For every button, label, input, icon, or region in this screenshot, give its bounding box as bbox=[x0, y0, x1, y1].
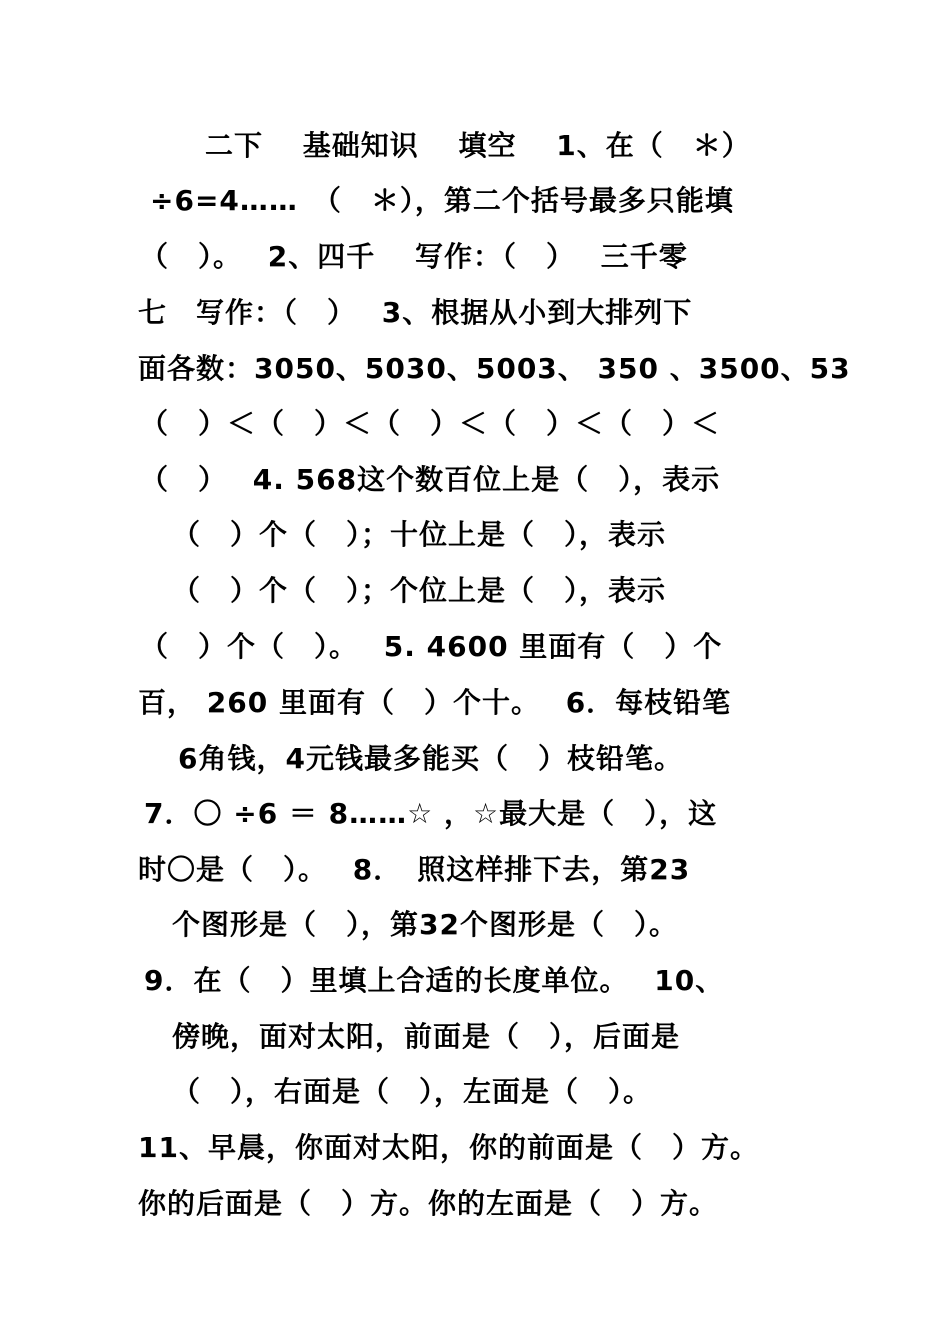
text-line: 面各数：3050、5030、5003、 350 、3500、53 bbox=[138, 352, 851, 385]
text-line: 百， 260 里面有（ ）个十。 6．每枝铅笔 bbox=[138, 686, 732, 719]
text-line: 你的后面是（ ）方。你的左面是（ ）方。 bbox=[138, 1187, 719, 1220]
text-line: （ ） 4. 568这个数百位上是（ ），表示 bbox=[140, 463, 721, 496]
text-line: ÷6=4…… （ ＊），第二个括号最多只能填 bbox=[150, 184, 734, 217]
text-line: 7．〇 ÷6 ＝ 8……☆ ，☆最大是（ ），这 bbox=[144, 797, 718, 830]
text-line: 二下 基础知识 填空 1、在（ ＊） bbox=[205, 129, 751, 162]
text-line: 七 写作：（ ） 3、根据从小到大排列下 bbox=[138, 296, 693, 329]
text-line: （ ）＜（ ）＜（ ）＜（ ）＜（ ）＜ bbox=[140, 407, 721, 440]
text-line: （ ）。 2、四千 写作：（ ） 三千零 bbox=[140, 240, 688, 273]
text-line: （ ）个（ ）；个位上是（ ），表示 bbox=[172, 574, 667, 607]
text-line: 9．在（ ）里填上合适的长度单位。 10、 bbox=[144, 964, 725, 997]
text-line: 11、早晨，你面对太阳，你的前面是（ ）方。 bbox=[138, 1131, 759, 1164]
text-line: （ ）个（ ）；十位上是（ ），表示 bbox=[172, 518, 667, 551]
text-line: 时〇是（ ）。 8． 照这样排下去，第23 bbox=[138, 853, 691, 886]
text-line: （ ），右面是（ ），左面是（ ）。 bbox=[172, 1075, 653, 1108]
text-line: 6角钱，4元钱最多能买（ ）枝铅笔。 bbox=[178, 742, 683, 775]
text-line: 傍晚，面对太阳，前面是（ ），后面是 bbox=[172, 1020, 681, 1053]
text-line: （ ）个（ ）。 5. 4600 里面有（ ）个 bbox=[140, 630, 723, 663]
text-line: 个图形是（ ），第32个图形是（ ）。 bbox=[172, 908, 678, 941]
